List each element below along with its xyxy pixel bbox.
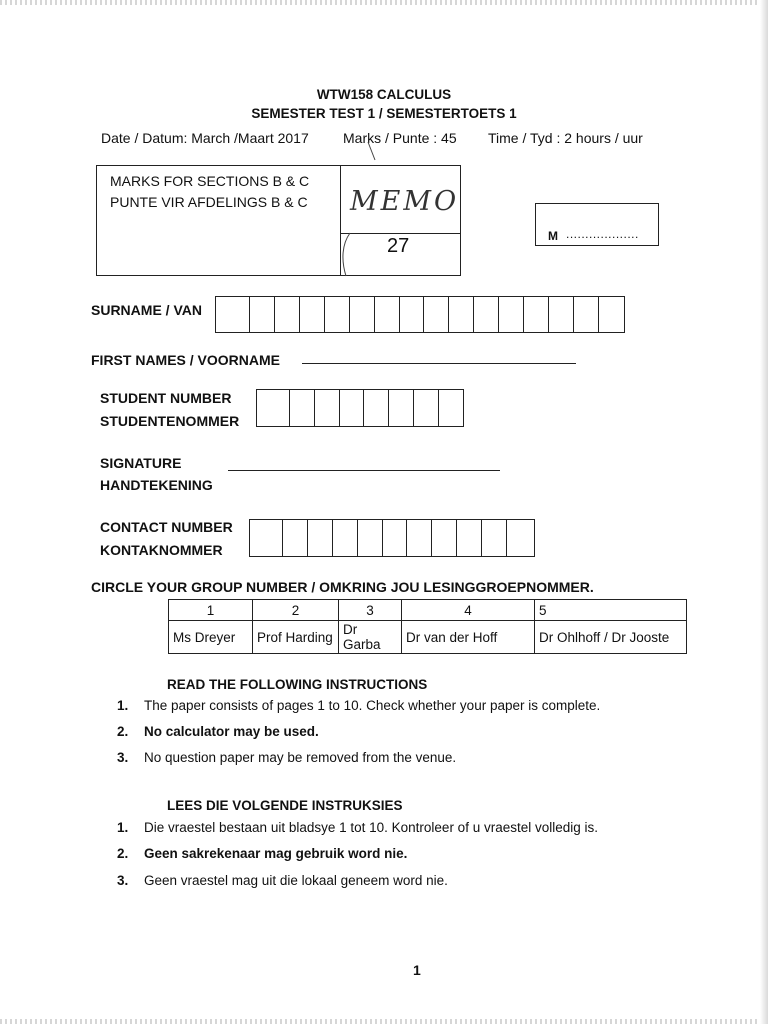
group-number-cell[interactable]: 1 (169, 600, 253, 621)
signature-label-en: SIGNATURE (100, 455, 182, 471)
first-names-label: FIRST NAMES / VOORNAME (91, 352, 281, 368)
surname-cell[interactable] (275, 297, 300, 332)
marks-box-hline (340, 233, 461, 234)
group-lecturer-row (169, 621, 687, 654)
marks-score: 27 (387, 235, 410, 257)
surname-cell[interactable] (400, 297, 425, 332)
group-number-cell[interactable]: 5 (535, 600, 687, 621)
pen-tick-mark (365, 140, 379, 164)
group-number-cell[interactable]: 4 (402, 600, 535, 621)
contact-number-cell[interactable] (407, 520, 432, 556)
surname-cell[interactable] (524, 297, 549, 332)
course-title: WTW158 CALCULUS (316, 87, 452, 102)
instruction-text: Geen vraestel mag uit die lokaal geneem word nie. (144, 873, 448, 888)
group-lecturer-cell[interactable]: Dr Garba (339, 621, 402, 654)
instruction-number: 3. (117, 750, 129, 765)
group-lecturer-cell[interactable]: Dr van der Hoff (402, 621, 535, 654)
contact-number-cells[interactable] (249, 519, 535, 557)
contact-label-af: KONTAKNOMMER (100, 542, 223, 558)
surname-cell[interactable] (350, 297, 375, 332)
instructions-en-heading: READ THE FOLLOWING INSTRUCTIONS (167, 677, 428, 692)
scan-edge-right (760, 0, 768, 1024)
surname-cell[interactable] (549, 297, 574, 332)
instruction-text: The paper consists of pages 1 to 10. Check whether your paper is complete. (144, 698, 601, 713)
contact-number-cell[interactable] (507, 520, 535, 556)
surname-cell[interactable] (375, 297, 400, 332)
scan-edge-bottom (0, 1019, 768, 1024)
marks-label-en: MARKS FOR SECTIONS B & C (110, 173, 310, 189)
contact-number-cell[interactable] (333, 520, 358, 556)
student-number-cell[interactable] (389, 390, 414, 426)
test-marks: Marks / Punte : 45 (343, 130, 457, 146)
signature-line[interactable] (228, 470, 500, 471)
contact-number-cell[interactable] (482, 520, 507, 556)
instruction-text: No question paper may be removed from the venue. (144, 750, 457, 765)
surname-cell[interactable] (474, 297, 499, 332)
scan-edge-top (0, 0, 768, 5)
contact-number-cell[interactable] (250, 520, 283, 556)
instruction-number: 2. (117, 724, 129, 739)
student-number-cell[interactable] (315, 390, 340, 426)
contact-label-en: CONTACT NUMBER (100, 519, 233, 535)
instruction-text: Geen sakrekenaar mag gebruik word nie. (144, 846, 408, 861)
instructions-af-heading: LEES DIE VOLGENDE INSTRUKSIES (167, 798, 403, 813)
student-number-label-af: STUDENTENOMMER (100, 413, 240, 429)
contact-number-cell[interactable] (283, 520, 308, 556)
student-number-cells[interactable] (256, 389, 464, 427)
surname-cells[interactable] (215, 296, 625, 333)
group-number-cell[interactable]: 2 (253, 600, 339, 621)
contact-number-cell[interactable] (358, 520, 383, 556)
contact-number-cell[interactable] (383, 520, 408, 556)
surname-cell[interactable] (325, 297, 350, 332)
m-label: M (548, 229, 558, 243)
surname-cell[interactable] (250, 297, 275, 332)
instruction-text: Die vraestel bestaan uit bladsye 1 tot 10. Kontroleer of u vraestel volledig is. (144, 820, 599, 835)
group-lecturer-cell[interactable]: Ms Dreyer (169, 621, 253, 654)
contact-number-cell[interactable] (432, 520, 457, 556)
student-number-cell[interactable] (439, 390, 464, 426)
student-number-cell[interactable] (290, 390, 315, 426)
contact-number-cell[interactable] (457, 520, 482, 556)
surname-cell[interactable] (216, 297, 250, 332)
surname-cell[interactable] (449, 297, 474, 332)
group-table (168, 599, 687, 654)
test-date: Date / Datum: March /Maart 2017 (101, 130, 309, 146)
group-lecturer-cell[interactable]: Dr Ohlhoff / Dr Jooste (535, 621, 687, 654)
test-time: Time / Tyd : 2 hours / uur (488, 130, 643, 146)
surname-cell[interactable] (599, 297, 625, 332)
score-pen-mark (338, 230, 354, 280)
student-number-cell[interactable] (257, 390, 290, 426)
group-heading: CIRCLE YOUR GROUP NUMBER / OMKRING JOU LESINGGROEPNOMMER. (91, 579, 594, 595)
instruction-number: 2. (117, 846, 129, 861)
instruction-number: 1. (117, 820, 129, 835)
surname-cell[interactable] (499, 297, 524, 332)
contact-number-cell[interactable] (308, 520, 333, 556)
surname-label: SURNAME / VAN (91, 302, 202, 318)
first-names-line[interactable] (302, 363, 576, 364)
group-number-cell[interactable]: 3 (339, 600, 402, 621)
memo-handwriting: MEMO (350, 186, 460, 217)
student-number-cell[interactable] (364, 390, 389, 426)
test-title: SEMESTER TEST 1 / SEMESTERTOETS 1 (251, 106, 517, 121)
surname-cell[interactable] (574, 297, 599, 332)
student-number-cell[interactable] (414, 390, 439, 426)
signature-label-af: HANDTEKENING (100, 477, 213, 493)
page-number: 1 (413, 962, 421, 978)
instruction-text: No calculator may be used. (144, 724, 319, 739)
group-number-row (169, 600, 687, 621)
instruction-number: 1. (117, 698, 129, 713)
instruction-number: 3. (117, 873, 129, 888)
surname-cell[interactable] (424, 297, 449, 332)
student-number-label-en: STUDENT NUMBER (100, 390, 232, 406)
m-dots: ................... (566, 227, 639, 241)
student-number-cell[interactable] (340, 390, 365, 426)
group-lecturer-cell[interactable]: Prof Harding (253, 621, 339, 654)
marks-label-af: PUNTE VIR AFDELINGS B & C (110, 194, 308, 210)
surname-cell[interactable] (300, 297, 325, 332)
